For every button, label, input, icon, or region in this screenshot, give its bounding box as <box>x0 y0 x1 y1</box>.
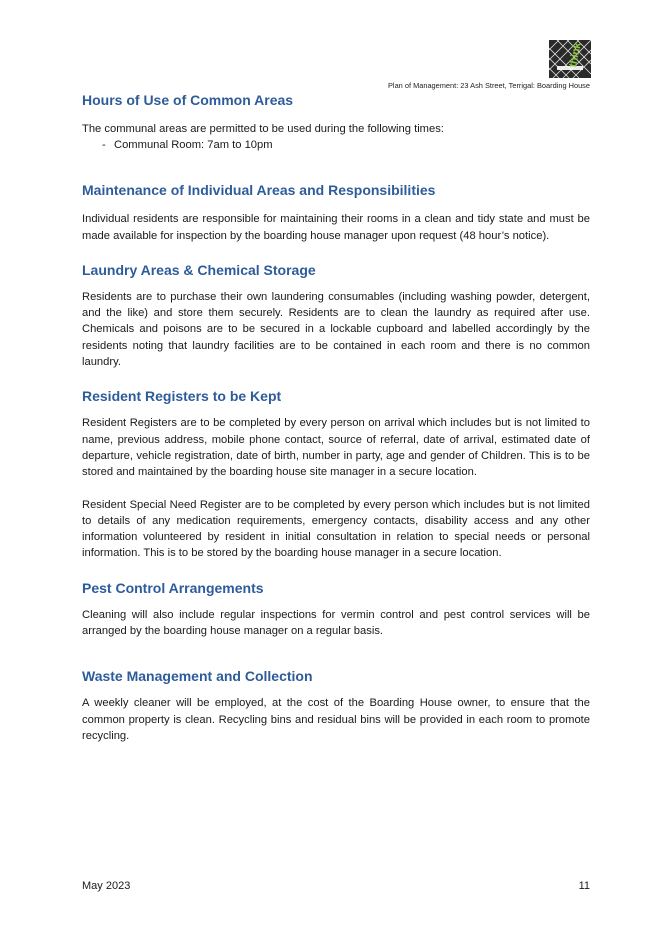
main-content <box>82 92 590 744</box>
hours-intro: The communal areas are permitted to be used during the following times: <box>82 123 444 135</box>
registers-heading: Resident Registers to be Kept <box>82 388 282 405</box>
laundry-body: Residents are to purchase their own laundering consumables (including washing powder, detergent, and the like) and store them securely. Residents are to clean the laundry as required after use. Chemicals and poisons are to be secured in a lockable cupboard and labelled accordingly by the residents noting that laundry facilities are to be contained in each room and there is no common laundry. <box>82 290 590 369</box>
registers-body-2: Resident Special Need Register are to be completed by every person which includes but is not limited to details of any medication requirements, emergency contacts, disability access and any other information volunteered by resident in initial consultation in relation to special needs or personal information. This is to be stored by the boarding house manager in a secure location. <box>82 498 590 560</box>
maintenance-heading: Maintenance of Individual Areas and Responsibilities <box>82 182 436 199</box>
hours-heading: Hours of Use of Common Areas <box>82 92 294 108</box>
logo-text: think <box>567 41 585 69</box>
maintenance-body: Individual residents are responsible for maintaining their rooms in a clean and tidy state and must be made available for inspection by the boarding house manager upon request (48 hour’s notice). <box>82 213 590 242</box>
registers-body-1: Resident Registers are to be completed by every person on arrival which includes but is not limited to name, previous address, mobile phone contact, source of referral, date of arrival, estimated date of departure, vehicle registration, date of birth, number in party, age and gender of Children. This is to be stored and maintained by the boarding house site manager in a secure location. <box>82 417 590 479</box>
think-logo <box>549 40 591 78</box>
pest-body: Cleaning will also include regular inspections for vermin control and pest control services will be arranged by the boarding house manager on a regular basis. <box>82 608 590 638</box>
footer-date: May 2023 <box>82 880 131 892</box>
waste-body: A weekly cleaner will be employed, at the cost of the Boarding House owner, to ensure that the common property is clean. Recycling bins and residual bins will be provided in each room to promote recycling. <box>82 697 590 742</box>
hours-list <box>82 137 590 153</box>
page-number: 11 <box>578 880 590 892</box>
pest-heading: Pest Control Arrangements <box>82 579 264 596</box>
laundry-heading: Laundry Areas & Chemical Storage <box>82 261 316 278</box>
waste-heading: Waste Management and Collection <box>82 668 313 685</box>
list-item: - Communal Room: 7am to 10pm <box>102 137 590 153</box>
plan-header: Plan of Management: 23 Ash Street, Terrigal: Boarding House <box>388 81 590 90</box>
